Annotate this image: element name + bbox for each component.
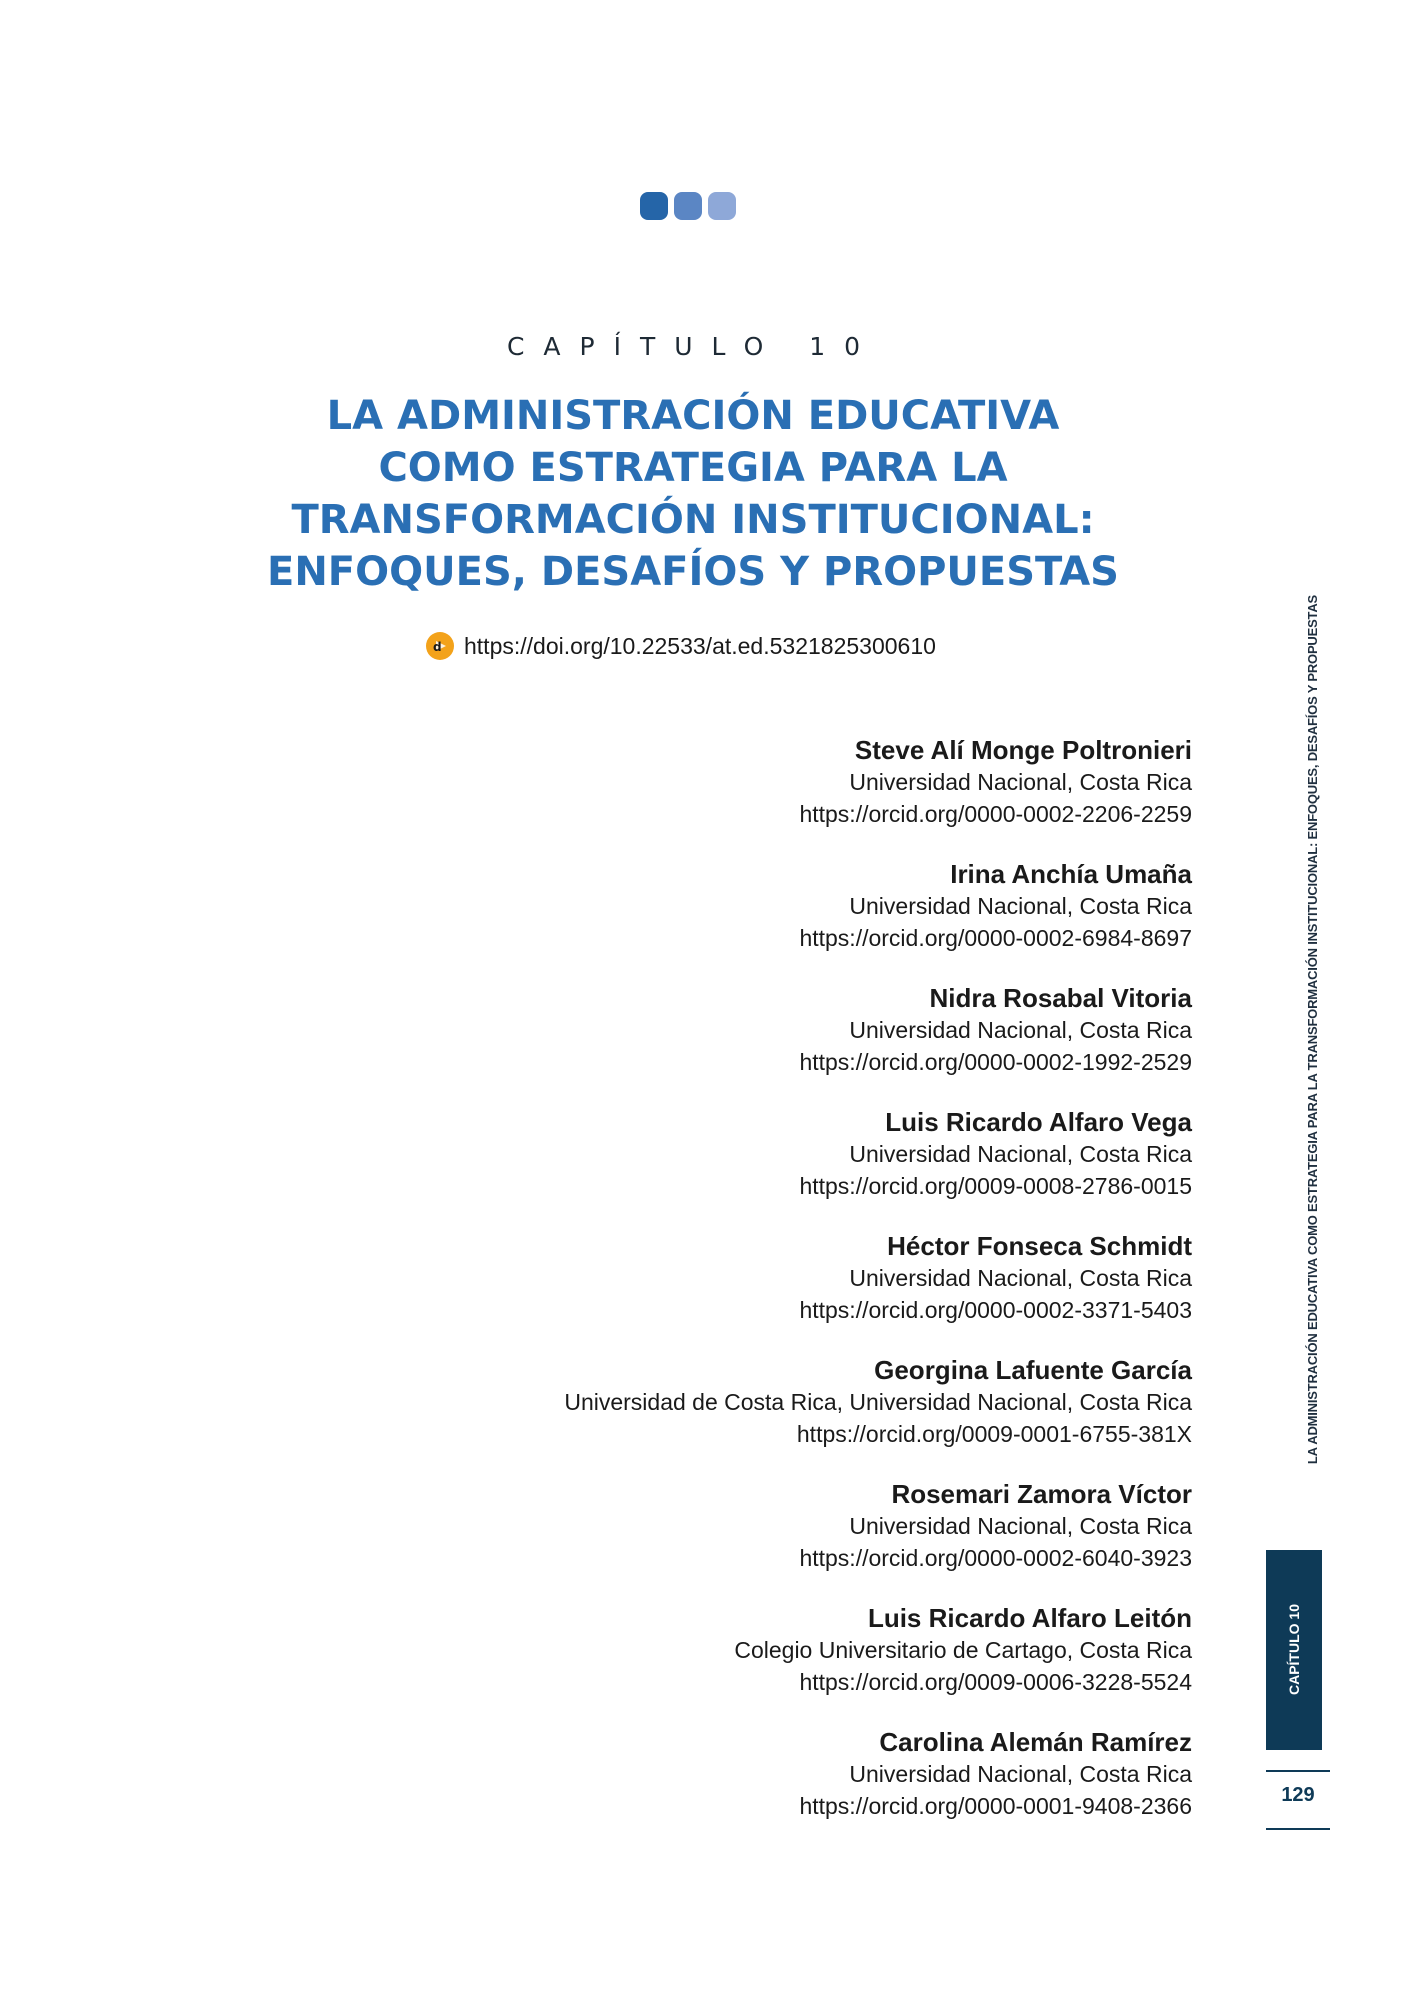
author-entry (392, 858, 1192, 982)
author-name: Rosemari Zamora Víctor (891, 1479, 1192, 1509)
author-affiliation: Universidad Nacional, Costa Rica (849, 1761, 1192, 1787)
doi-url[interactable]: https://doi.org/10.22533/at.ed.5321825300610 (464, 632, 936, 659)
title-line-4: ENFOQUES, DESAFÍOS Y PROPUESTAS (267, 549, 1119, 595)
author-name: Steve Alí Monge Poltronieri (854, 735, 1192, 765)
author-orcid-link[interactable]: https://orcid.org/0000-0001-9408-2366 (799, 1793, 1192, 1819)
author-orcid-link[interactable]: https://orcid.org/0000-0002-2206-2259 (799, 801, 1192, 827)
chapter-tab (1266, 1550, 1322, 1750)
author-name: Irina Anchía Umaña (950, 859, 1192, 889)
author-entry (392, 982, 1192, 1106)
doi-link[interactable] (426, 632, 936, 660)
chapter-title (200, 390, 1186, 598)
author-affiliation: Universidad Nacional, Costa Rica (849, 1265, 1192, 1291)
page-number: 129 (1281, 1784, 1315, 1806)
author-orcid-link[interactable]: https://orcid.org/0000-0002-1992-2529 (799, 1049, 1192, 1075)
chapter-label: CAPÍTULO 10 (506, 332, 880, 361)
author-affiliation: Universidad Nacional, Costa Rica (849, 893, 1192, 919)
author-affiliation: Universidad Nacional, Costa Rica (849, 1513, 1192, 1539)
author-affiliation: Universidad de Costa Rica, Universidad Nacional, Costa Rica (564, 1389, 1192, 1415)
author-entry (392, 1478, 1192, 1602)
author-affiliation: Colegio Universitario de Cartago, Costa Rica (734, 1637, 1192, 1663)
ornament-dot-1 (640, 192, 668, 220)
title-line-1: LA ADMINISTRACIÓN EDUCATIVA (326, 393, 1060, 439)
author-name: Héctor Fonseca Schmidt (887, 1231, 1192, 1261)
svg-text:d: d (433, 640, 442, 654)
title-line-2: COMO ESTRATEGIA PARA LA (378, 445, 1008, 491)
author-entry (392, 1354, 1192, 1478)
author-name: Nidra Rosabal Vitoria (929, 983, 1192, 1013)
page-number-rule-bottom (1266, 1828, 1330, 1830)
author-name: Carolina Alemán Ramírez (879, 1727, 1192, 1757)
author-name: Georgina Lafuente García (874, 1355, 1192, 1385)
author-name: Luis Ricardo Alfaro Leitón (867, 1603, 1192, 1633)
doi-icon (426, 632, 454, 660)
author-orcid-link[interactable]: https://orcid.org/0009-0001-6755-381X (796, 1421, 1192, 1447)
author-orcid-link[interactable]: https://orcid.org/0009-0006-3228-5524 (799, 1669, 1192, 1695)
chapter-tab-label: CAPÍTULO 10 (1286, 1604, 1302, 1696)
author-name: Luis Ricardo Alfaro Vega (885, 1107, 1192, 1137)
running-header-vertical (1302, 540, 1322, 1520)
author-orcid-link[interactable]: https://orcid.org/0009-0008-2786-0015 (799, 1173, 1192, 1199)
author-list (392, 734, 1192, 1850)
title-line-3: TRANSFORMACIÓN INSTITUCIONAL: (291, 497, 1095, 543)
author-entry (392, 1726, 1192, 1850)
author-affiliation: Universidad Nacional, Costa Rica (849, 1017, 1192, 1043)
author-entry (392, 1602, 1192, 1726)
author-entry (392, 1230, 1192, 1354)
author-orcid-link[interactable]: https://orcid.org/0000-0002-6984-8697 (799, 925, 1192, 951)
author-entry (392, 1106, 1192, 1230)
ornament-dot-2 (674, 192, 702, 220)
author-entry (392, 734, 1192, 858)
author-affiliation: Universidad Nacional, Costa Rica (849, 769, 1192, 795)
running-title-text: LA ADMINISTRACIÓN EDUCATIVA COMO ESTRATEGIA PARA LA TRANSFORMACIÓN INSTITUCIONAL: ENFOQUES, DESAFÍOS Y PROPUESTAS (1304, 595, 1320, 1465)
author-orcid-link[interactable]: https://orcid.org/0000-0002-3371-5403 (799, 1297, 1192, 1323)
chapter-dots-ornament (640, 192, 736, 220)
page-number-rule-top (1266, 1770, 1330, 1772)
ornament-dot-3 (708, 192, 736, 220)
author-affiliation: Universidad Nacional, Costa Rica (849, 1141, 1192, 1167)
author-orcid-link[interactable]: https://orcid.org/0000-0002-6040-3923 (799, 1545, 1192, 1571)
